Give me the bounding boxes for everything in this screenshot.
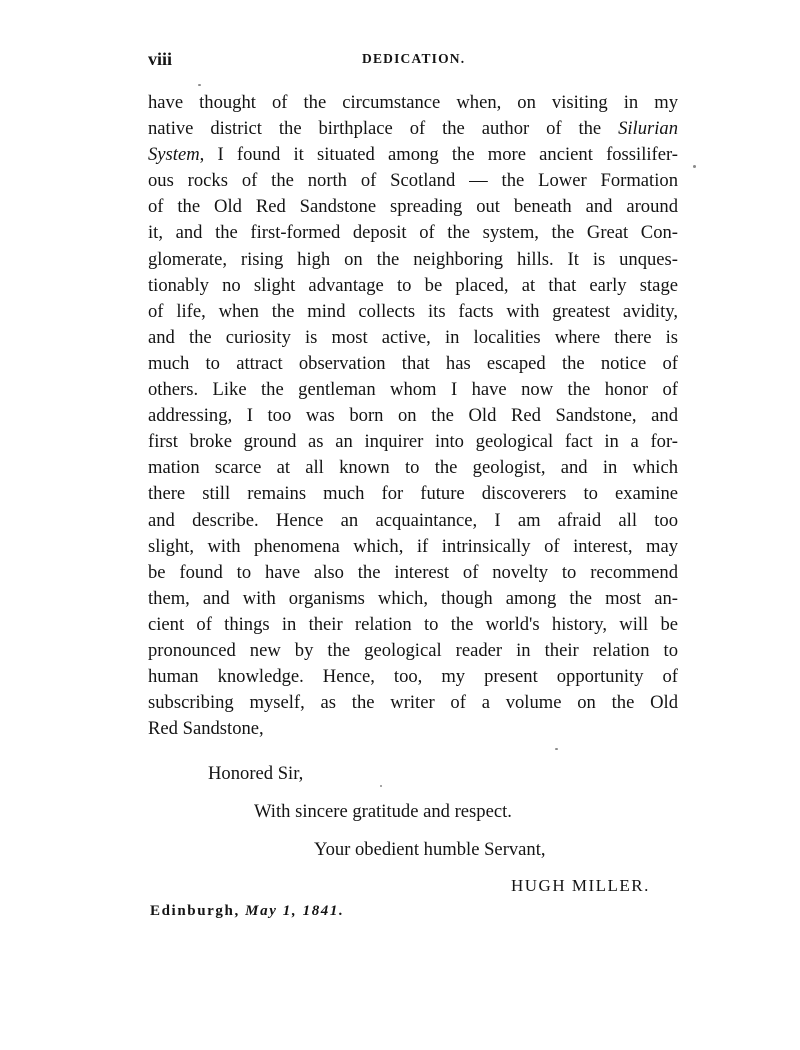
body-line: subscribing myself, as the writer of a volume on the Old: [148, 692, 678, 714]
print-speck: [198, 84, 201, 86]
body-line: there still remains much for future discoverers to examine: [148, 483, 678, 505]
page-header: [148, 49, 678, 73]
body-line: ous rocks of the north of Scotland — the Lower Formation: [148, 170, 678, 192]
body-line: tionably no slight advantage to be placed, at that early stage: [148, 274, 678, 296]
running-title: DEDICATION.: [362, 51, 466, 66]
closing-sentiment: With sincere gratitude and respect.: [254, 801, 512, 822]
body-line: pronounced new by the geological reader in their relation to: [148, 639, 678, 661]
print-speck: [380, 785, 382, 787]
body-line: them, and with organisms which, though among the most an-: [148, 587, 678, 609]
author-signature: HUGH MILLER.: [511, 876, 650, 895]
body-line: glomerate, rising high on the neighboring hills. It is unques-: [148, 248, 678, 270]
body-line: mation scarce at all known to the geologist, and in which: [148, 457, 678, 479]
body-line: others. Like the gentleman whom I have now the honor of: [148, 379, 678, 401]
body-line: much to attract observation that has escaped the notice of: [148, 352, 678, 374]
body-line: Red Sandstone,: [148, 718, 264, 740]
dateline-date: May 1, 1841.: [245, 903, 345, 919]
body-line: and the curiosity is most active, in localities where there is: [148, 326, 678, 348]
body-line: human knowledge. Hence, too, my present opportunity of: [148, 666, 678, 688]
body-line: have thought of the circumstance when, on visiting in my: [148, 92, 678, 113]
salutation: Honored Sir,: [208, 763, 304, 784]
body-line: of the Old Red Sandstone spreading out beneath and around: [148, 196, 678, 218]
body-line: be found to have also the interest of novelty to recommend: [148, 561, 678, 583]
print-speck: [693, 165, 696, 168]
body-line: addressing, I too was born on the Old Red Sandstone, and: [148, 405, 678, 427]
page-number: viii: [148, 49, 173, 69]
body-line: it, and the first-formed deposit of the system, the Great Con-: [148, 222, 678, 244]
dateline-place: Edinburgh,: [150, 903, 240, 919]
dateline: [150, 903, 344, 920]
body-line: and describe. Hence an acquaintance, I am afraid all too: [148, 509, 678, 531]
body-line: first broke ground as an inquirer into geological fact in a for-: [148, 431, 678, 453]
subscription: Your obedient humble Servant,: [314, 839, 546, 860]
dedication-body: [148, 90, 678, 742]
body-line: System, I found it situated among the more ancient fossilifer-: [148, 144, 678, 166]
body-line: native district the birthplace of the author of the Silurian: [148, 118, 678, 140]
body-line: cient of things in their relation to the world's history, will be: [148, 613, 678, 635]
body-line: slight, with phenomena which, if intrinsically of interest, may: [148, 535, 678, 557]
body-line: of life, when the mind collects its facts with greatest avidity,: [148, 300, 678, 322]
print-speck: [555, 748, 558, 750]
